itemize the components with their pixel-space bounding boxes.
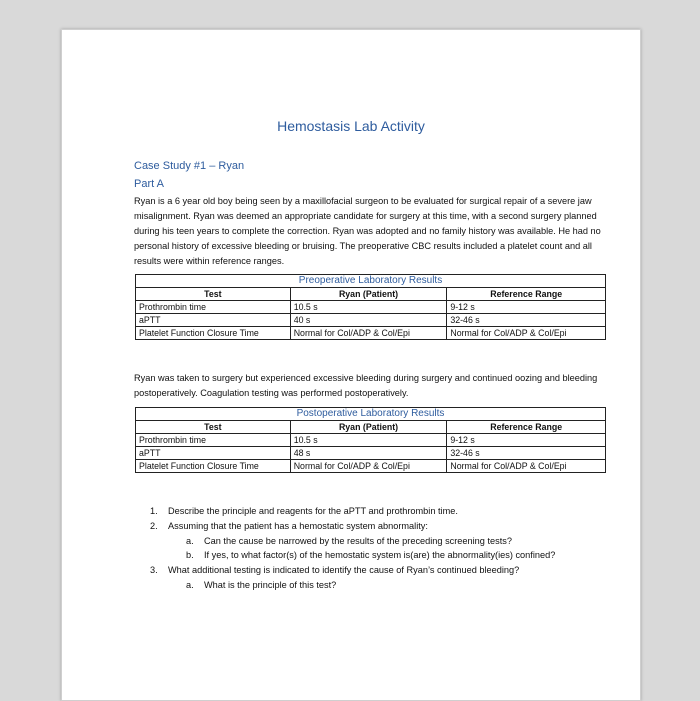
table-cell: aPTT	[136, 447, 291, 460]
table-cell: Prothrombin time	[136, 434, 291, 447]
table-cell: aPTT	[136, 314, 291, 327]
list-item: a. Can the cause be narrowed by the results of the preceding screening tests?	[186, 535, 512, 546]
table-row	[136, 460, 606, 473]
case-study-heading: Case Study #1 – Ryan	[134, 160, 245, 172]
list-item: a. What is the principle of this test?	[186, 579, 337, 590]
table-cell: Platelet Function Closure Time	[136, 327, 291, 340]
table-cell: 32-46 s	[447, 447, 606, 460]
table-cell: 10.5 s	[290, 301, 447, 314]
table-caption: Postoperative Laboratory Results	[136, 408, 606, 421]
table-cell: Normal for Col/ADP & Col/Epi	[447, 327, 606, 340]
question-list	[150, 504, 555, 593]
table-cell: 48 s	[290, 447, 447, 460]
table-cell: 32-46 s	[447, 314, 606, 327]
table-cell: Normal for Col/ADP & Col/Epi	[290, 327, 447, 340]
list-item: 2. Assuming that the patient has a hemostatic system abnormality:	[150, 520, 428, 531]
preoperative-results-table	[135, 274, 606, 340]
case-paragraph: Ryan is a 6 year old boy being seen by a maxillofacial surgeon to be evaluated for surgical repair of a severe jaw misalignment. Ryan was deemed an appropriate candidate for surgery at this time, with a second surgery planned during his teen years to complete the correction. Ryan was adopted and no family history was available. He had no personal history of excessive bleeding or bruising. The preoperative CBC results included a platelet count and all results were within reference ranges.	[134, 196, 601, 266]
column-header: Reference Range	[447, 421, 606, 434]
part-heading: Part A	[134, 178, 164, 190]
column-header: Reference Range	[447, 288, 606, 301]
document-page	[61, 29, 641, 701]
table-cell: 40 s	[290, 314, 447, 327]
list-item: 1. Describe the principle and reagents for the aPTT and prothrombin time.	[150, 506, 458, 516]
table-cell: Platelet Function Closure Time	[136, 460, 291, 473]
table-cell: Prothrombin time	[136, 301, 291, 314]
table-row	[136, 314, 606, 327]
postoperative-results-table	[135, 407, 606, 473]
column-header: Test	[136, 421, 291, 434]
table-row	[136, 327, 606, 340]
table-row	[136, 301, 606, 314]
column-header: Ryan (Patient)	[290, 421, 447, 434]
table-cell: 10.5 s	[290, 434, 447, 447]
page-title: Hemostasis Lab Activity	[277, 118, 425, 134]
table-cell: Normal for Col/ADP & Col/Epi	[447, 460, 606, 473]
table-cell: Normal for Col/ADP & Col/Epi	[290, 460, 447, 473]
postop-paragraph: Ryan was taken to surgery but experienced excessive bleeding during surgery and continued oozing and bleeding postoperatively. Coagulation testing was performed postoperatively.	[134, 373, 598, 398]
table-caption: Preoperative Laboratory Results	[136, 275, 606, 288]
table-cell: 9-12 s	[447, 434, 606, 447]
table-cell: 9-12 s	[447, 301, 606, 314]
table-row	[136, 434, 606, 447]
column-header: Test	[136, 288, 291, 301]
table-row	[136, 447, 606, 460]
list-item: b. If yes, to what factor(s) of the hemostatic system is(are) the abnormality(ies) confined?	[186, 550, 556, 561]
list-item: 3. What additional testing is indicated to identify the cause of Ryan’s continued bleeding?	[150, 565, 520, 576]
column-header: Ryan (Patient)	[290, 288, 447, 301]
